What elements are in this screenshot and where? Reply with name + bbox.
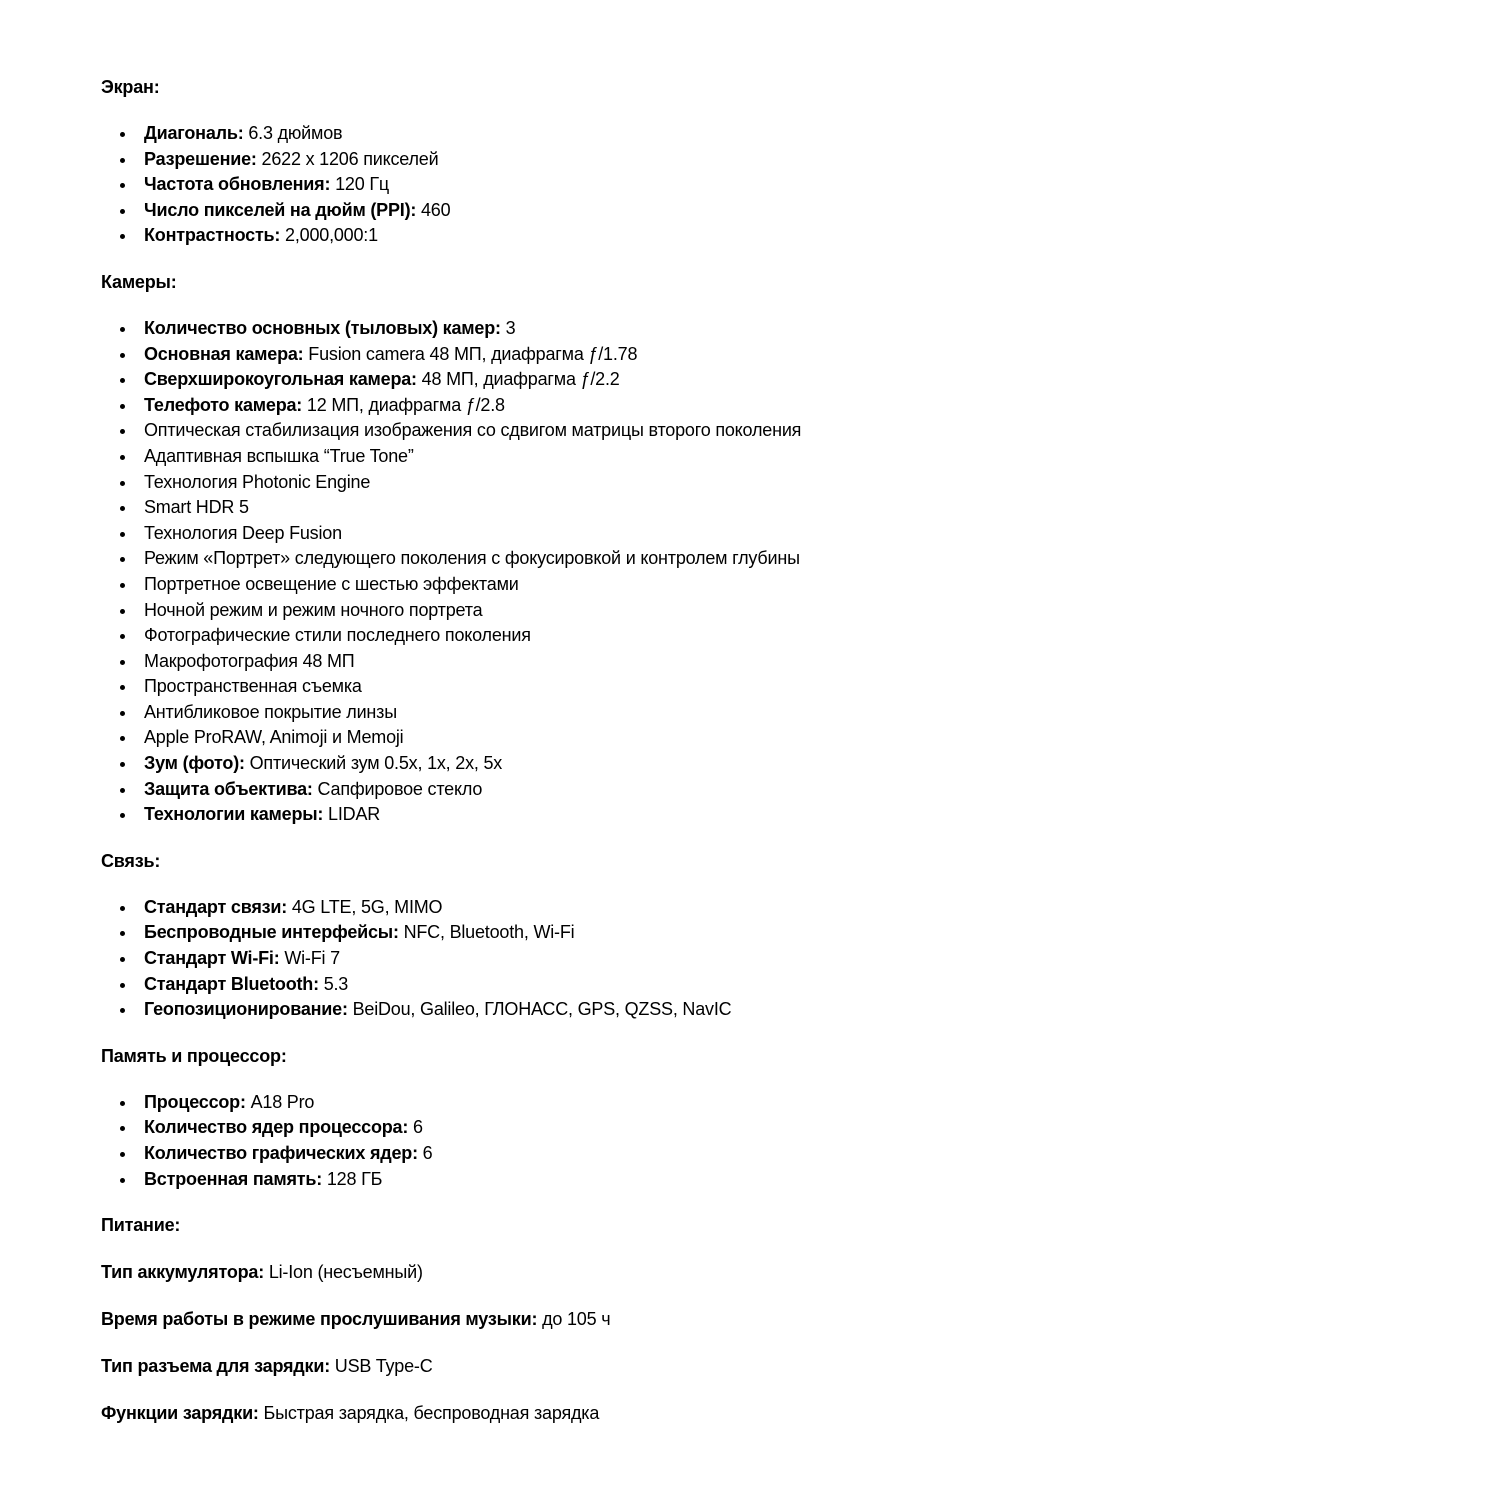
bullet-icon: [120, 378, 125, 383]
spec-value: Макрофотография 48 МП: [144, 650, 355, 671]
bullet-icon: [120, 609, 125, 614]
spec-value: LIDAR: [323, 804, 381, 825]
spec-label: Защита объектива:: [144, 778, 313, 799]
spec-list-item: [101, 1167, 1401, 1193]
spec-label: Встроенная память:: [144, 1168, 323, 1189]
spec-value: Smart HDR 5: [144, 497, 249, 518]
spec-list-item: [101, 920, 1401, 946]
section-memory: [101, 1043, 1401, 1192]
bullet-icon: [120, 813, 125, 818]
bullet-icon: [120, 1178, 125, 1183]
bullet-icon: [120, 685, 125, 690]
spec-value: 4G LTE, 5G, MIMO: [287, 896, 443, 917]
spec-label: Стандарт связи:: [144, 896, 288, 917]
spec-value: 2,000,000:1: [280, 225, 378, 246]
spec-list-item: [101, 674, 1401, 700]
spec-list-item: [101, 895, 1401, 921]
spec-list-screen: [101, 121, 1401, 249]
spec-value: 6.3 дюймов: [243, 123, 343, 143]
spec-label: Геопозиционирование:: [144, 999, 348, 1020]
spec-value: Wi-Fi 7: [279, 948, 340, 969]
bullet-icon: [120, 983, 125, 988]
spec-label: Тип разъема для зарядки:: [101, 1356, 330, 1377]
section-connectivity: [101, 848, 1401, 1023]
spec-list-item: [101, 495, 1401, 521]
bullet-icon: [120, 583, 125, 588]
spec-value: Технология Photonic Engine: [144, 471, 371, 492]
bullet-icon: [120, 209, 125, 214]
spec-list-item: [101, 521, 1401, 547]
bullet-icon: [120, 762, 125, 767]
section-heading-screen: Экран:: [101, 77, 160, 97]
spec-value: Оптический зум 0.5x, 1x, 2x, 5x: [244, 753, 503, 774]
spec-value: 12 МП, диафрагма ƒ/2.8: [302, 394, 505, 415]
spec-label: Функции зарядки:: [101, 1403, 259, 1424]
spec-value: 2622 x 1206 пикселей: [256, 148, 439, 169]
bullet-icon: [120, 353, 125, 358]
spec-list-item: [101, 802, 1401, 828]
spec-label: Количество графических ядер:: [144, 1143, 418, 1163]
spec-value: NFC, Bluetooth, Wi-Fi: [398, 922, 575, 943]
spec-label: Технологии камеры:: [144, 804, 324, 825]
spec-label: Время работы в режиме прослушивания музыки:: [101, 1309, 538, 1330]
bullet-icon: [120, 481, 125, 486]
spec-list-item: [101, 546, 1401, 572]
power-spec-line: [101, 1400, 1401, 1426]
spec-value: Адаптивная вспышка “True Tone”: [144, 445, 414, 466]
spec-list-item: [101, 1090, 1401, 1116]
spec-list-item: [101, 198, 1401, 224]
spec-list-item: [101, 700, 1401, 726]
spec-list-item: [101, 223, 1401, 249]
spec-value: 6: [417, 1143, 433, 1163]
bullet-icon: [120, 183, 125, 188]
bullet-icon: [120, 711, 125, 716]
spec-label: Телефото камера:: [144, 394, 303, 415]
spec-list-item: [101, 777, 1401, 803]
spec-list-item: [101, 393, 1401, 419]
spec-label: Диагональ:: [144, 123, 244, 143]
power-spec-line: [101, 1259, 1401, 1285]
bullet-icon: [120, 132, 125, 137]
bullet-icon: [120, 1126, 125, 1131]
spec-document: [101, 74, 1401, 1447]
spec-label: Основная камера:: [144, 343, 304, 364]
section-heading-memory: Память и процессор:: [101, 1045, 287, 1066]
spec-label: Разрешение:: [144, 148, 257, 169]
spec-label: Количество основных (тыловых) камер:: [144, 317, 501, 338]
spec-list-item: [101, 172, 1401, 198]
bullet-icon: [120, 532, 125, 537]
spec-value: Технология Deep Fusion: [144, 522, 342, 543]
power-spec-line: [101, 1353, 1401, 1379]
spec-list-item: [101, 418, 1401, 444]
spec-value: Li-Ion (несъемный): [264, 1262, 423, 1283]
spec-label: Контрастность:: [144, 225, 281, 246]
spec-label: Частота обновления:: [144, 174, 331, 195]
bullet-icon: [120, 506, 125, 511]
spec-list-item: [101, 444, 1401, 470]
bullet-icon: [120, 634, 125, 639]
section-heading-power: Питание:: [101, 1215, 181, 1236]
spec-value: 128 ГБ: [322, 1168, 383, 1189]
spec-label: Процессор:: [144, 1091, 246, 1112]
spec-label: Число пикселей на дюйм (PPI):: [144, 199, 417, 220]
spec-label: Сверхширокоугольная камера:: [144, 369, 417, 390]
spec-value: Быстрая зарядка, беспроводная зарядка: [258, 1403, 600, 1424]
spec-list-item: [101, 972, 1401, 998]
power-spec-line: [101, 1306, 1401, 1332]
spec-value: до 105 ч: [537, 1309, 611, 1330]
spec-list-item: [101, 725, 1401, 751]
spec-label: Стандарт Wi-Fi:: [144, 948, 280, 969]
spec-label: Тип аккумулятора:: [101, 1262, 265, 1283]
spec-list-item: [101, 751, 1401, 777]
bullet-icon: [120, 429, 125, 434]
bullet-icon: [120, 660, 125, 665]
spec-value: Портретное освещение с шестью эффектами: [144, 573, 519, 594]
spec-value: A18 Pro: [245, 1091, 315, 1112]
spec-list-item: [101, 598, 1401, 624]
spec-value: Режим «Портрет» следующего поколения с фокусировкой и контролем глубины: [144, 548, 800, 569]
spec-list-item: [101, 997, 1401, 1023]
spec-value: 3: [500, 317, 516, 338]
spec-value: Фотографические стили последнего поколения: [144, 625, 531, 646]
spec-list-item: [101, 572, 1401, 598]
spec-list-item: [101, 1141, 1401, 1167]
spec-value: Apple ProRAW, Animoji и Memoji: [144, 727, 404, 748]
spec-value: Оптическая стабилизация изображения со сдвигом матрицы второго поколения: [144, 420, 802, 441]
spec-value: Пространственная съемка: [144, 676, 362, 697]
spec-label: Зум (фото):: [144, 753, 245, 774]
spec-list-item: [101, 946, 1401, 972]
bullet-icon: [120, 327, 125, 332]
spec-list-item: [101, 367, 1401, 393]
spec-value: USB Type-C: [330, 1356, 433, 1377]
bullet-icon: [120, 1008, 125, 1013]
section-cameras: [101, 269, 1401, 828]
spec-value: 460: [416, 199, 451, 220]
spec-value: 6: [408, 1117, 423, 1138]
bullet-icon: [120, 234, 125, 239]
section-power: [101, 1212, 1401, 1426]
bullet-icon: [120, 1101, 125, 1106]
spec-value: BeiDou, Galileo, ГЛОНАСС, GPS, QZSS, NavIC: [347, 999, 732, 1020]
spec-value: Сапфировое стекло: [312, 778, 483, 799]
bullet-icon: [120, 404, 125, 409]
bullet-icon: [120, 158, 125, 163]
spec-list-item: [101, 1115, 1401, 1141]
spec-list-item: [101, 649, 1401, 675]
spec-value: Антибликовое покрытие линзы: [144, 701, 397, 722]
bullet-icon: [120, 557, 125, 562]
spec-list-item: [101, 316, 1401, 342]
spec-list-item: [101, 147, 1401, 173]
spec-label: Стандарт Bluetooth:: [144, 973, 319, 994]
spec-list-cameras: [101, 316, 1401, 828]
bullet-icon: [120, 455, 125, 460]
power-lines: [101, 1259, 1401, 1426]
bullet-icon: [120, 1152, 125, 1157]
spec-value: 48 МП, диафрагма ƒ/2.2: [416, 369, 620, 390]
spec-label: Количество ядер процессора:: [144, 1117, 409, 1138]
bullet-icon: [120, 957, 125, 962]
spec-list-memory: [101, 1090, 1401, 1192]
bullet-icon: [120, 906, 125, 911]
spec-list-connectivity: [101, 895, 1401, 1023]
bullet-icon: [120, 788, 125, 793]
section-screen: [101, 74, 1401, 249]
spec-list-item: [101, 342, 1401, 368]
spec-value: Fusion camera 48 МП, диафрагма ƒ/1.78: [303, 343, 638, 364]
spec-list-item: [101, 623, 1401, 649]
spec-label: Беспроводные интерфейсы:: [144, 922, 399, 943]
spec-value: 5.3: [318, 973, 349, 994]
spec-value: Ночной режим и режим ночного портрета: [144, 599, 483, 620]
spec-value: 120 Гц: [330, 174, 389, 195]
spec-list-item: [101, 470, 1401, 496]
bullet-icon: [120, 736, 125, 741]
section-heading-connectivity: Связь:: [101, 850, 161, 871]
section-heading-cameras: Камеры:: [101, 271, 177, 292]
spec-list-item: [101, 121, 1401, 147]
bullet-icon: [120, 931, 125, 936]
